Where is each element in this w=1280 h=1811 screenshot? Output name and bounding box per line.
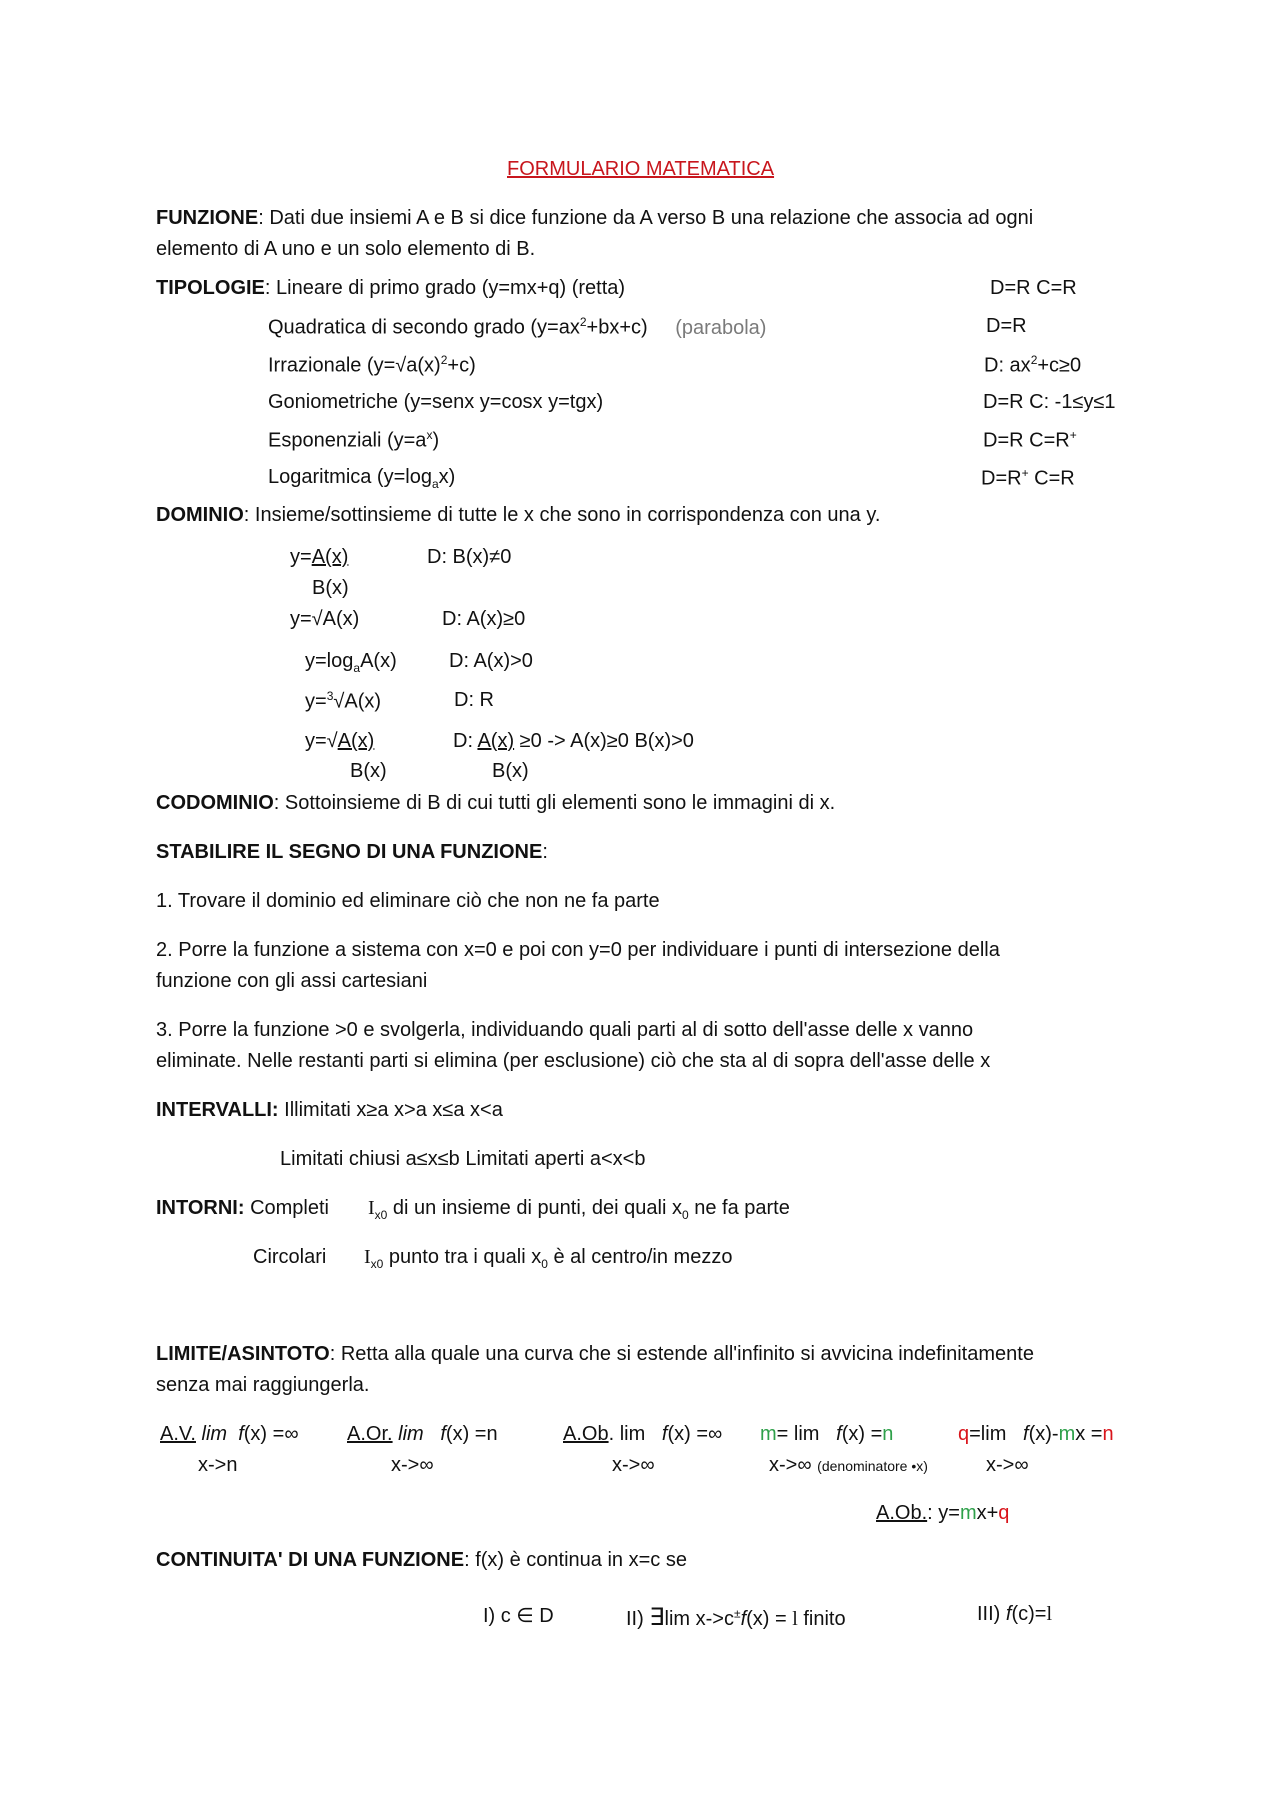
segno-step-1: 1. Trovare il dominio ed eliminare ciò che non ne fa parte — [156, 890, 660, 912]
funzione-text1: : Dati due insiemi A e B si dice funzione da A verso B una relazione che associa ad ogni — [258, 207, 1034, 229]
limite-line — [156, 1343, 1034, 1366]
intervalli-heading: INTERVALLI: — [156, 1099, 279, 1121]
dominio-rule-fraction-den: B(x) — [312, 577, 349, 599]
dominio-rule-sqrt-fraction: y=√A(x) — [305, 730, 375, 752]
tipologia-quadratica: Quadratica di secondo grado $(y=ax^2+bx+c)$ (parabola) — [268, 315, 767, 339]
dominio-rule-fraction: y=A(x) — [290, 546, 349, 568]
intervalli-line — [156, 1099, 503, 1122]
intervalli-illimitati: Illimitati x≥a x>a x≤a x<a — [278, 1099, 503, 1121]
asintoto-verticale: A.V. lim f(x) =∞ — [160, 1423, 299, 1445]
limite-heading: LIMITE/ASINTOTO — [156, 1343, 330, 1365]
continuita-cond-3: III) f(c)=l — [977, 1603, 1053, 1625]
continuita-heading: CONTINUITA' DI UNA FUNZIONE — [156, 1549, 465, 1571]
asintoto-m-under: x->∞ (denominatore •x) — [769, 1454, 928, 1476]
tipologia-esponenziali: Esponenziali $(y=a^x)$ — [268, 428, 440, 452]
tipologia-logaritmica: Logaritmica $(y=\log_ax)$ — [268, 466, 456, 491]
segno-heading: STABILIRE IL SEGNO DI UNA FUNZIONE — [156, 841, 543, 863]
tipologia-goniometriche-domain: D=R C: -1≤y≤1 — [983, 391, 1116, 413]
asintoto-obliquo-equation: A.Ob.: y=mx+q — [876, 1502, 1010, 1524]
codominio-line — [156, 792, 835, 815]
intorni-completi-text: $I_{x0}$ di un insieme di punti, dei quali $x_0$ ne fa parte — [368, 1197, 790, 1222]
asintoto-m: m= lim f(x) =n — [760, 1423, 894, 1445]
intorni-circolari-text: $I_{x0}$ punto tra i quali $x_0$ è al centro/in mezzo — [364, 1246, 733, 1271]
dominio-rule-cuberoot: y=$^3$√A(x) — [305, 689, 382, 713]
limite-text1: : Retta alla quale una curva che si estende all'infinito si avvicina indefinitamente — [329, 1343, 1034, 1365]
tipologie-heading: TIPOLOGIE — [156, 277, 265, 299]
tipologia-lineare: : Lineare di primo grado (y=mx+q) (retta) — [264, 277, 626, 299]
funzione-heading: FUNZIONE — [156, 207, 259, 229]
intorni-line — [156, 1197, 329, 1220]
dominio-rule-fraction-cond: D: B(x)≠0 — [427, 546, 512, 568]
dominio-rule-cuberoot-cond: D: R — [454, 689, 494, 711]
asintoto-obliquo-under: x->∞ — [612, 1454, 655, 1476]
segno-step-2b: funzione con gli assi cartesiani — [156, 970, 428, 992]
continuita-line — [156, 1549, 687, 1572]
limite-text2: senza mai raggiungerla. — [156, 1374, 370, 1396]
page-title: FORMULARIO MATEMATICA — [507, 158, 775, 180]
asintoto-orizzontale: A.Or. lim f(x) =n — [347, 1423, 498, 1445]
dominio-rule-sqrt-fraction-cond-den: B(x) — [492, 760, 529, 782]
tipologia-lineare-domain: D=R C=R — [990, 277, 1077, 299]
codominio-heading: CODOMINIO — [156, 792, 274, 814]
continuita-cond-2: II) ∃lim x->c±f(x) = l finito — [626, 1604, 846, 1631]
asintoto-obliquo: A.Ob. lim f(x) =∞ — [563, 1423, 723, 1445]
tipologia-quadratica-domain: D=R — [986, 315, 1027, 337]
asintoto-orizzontale-under: x->∞ — [391, 1454, 434, 1476]
tipologia-irrazionale: Irrazionale $(y=√a(x)^2+c)$ — [268, 353, 476, 377]
segno-line: STABILIRE IL SEGNO DI UNA FUNZIONE: — [156, 841, 548, 863]
continuita-cond-1: I) c ∈ D — [483, 1605, 554, 1627]
segno-step-2: 2. Porre la funzione a sistema con x=0 e poi con y=0 per individuare i punti di intersezione della — [156, 939, 1000, 961]
dominio-rule-log: $y=\log_aA(x)$ — [305, 650, 397, 675]
dominio-rule-log-cond: D: A(x)>0 — [449, 650, 533, 672]
tipologia-irrazionale-domain: D: $ax^2+c\ge 0$ — [984, 353, 1082, 377]
dominio-heading: DOMINIO — [156, 504, 244, 526]
dominio-rule-sqrt: y=√A(x) — [290, 608, 360, 630]
tipologia-quadratica-note: (parabola) — [675, 316, 767, 339]
intorni-completi-label: Completi — [244, 1197, 329, 1219]
asintoto-q-under: x->∞ — [986, 1454, 1029, 1476]
intorni-heading: INTORNI: — [156, 1197, 245, 1219]
dominio-rule-sqrt-fraction-den: B(x) — [350, 760, 387, 782]
asintoto-verticale-under: x->n — [198, 1454, 238, 1476]
funzione-text2: elemento di A uno e un solo elemento di B. — [156, 238, 536, 260]
tipologia-logaritmica-domain: D=R+ C=R — [981, 466, 1075, 490]
tipologia-esponenziali-domain: D=R C=R+ — [983, 428, 1077, 452]
dominio-text: : Insieme/sottinsieme di tutte le x che sono in corrispondenza con una y. — [243, 504, 881, 526]
tipologie-line1 — [156, 277, 625, 300]
tipologia-goniometriche: Goniometriche (y=senx y=cosx y=tgx) — [268, 391, 604, 413]
segno-step-3b: eliminate. Nelle restanti parti si elimina (per esclusione) ciò che sta al di sopra dell'asse delle x — [156, 1050, 991, 1072]
dominio-rule-sqrt-cond: D: A(x)≥0 — [442, 608, 526, 630]
segno-step-3: 3. Porre la funzione >0 e svolgerla, individuando quali parti al di sotto dell'asse delle x vanno — [156, 1019, 974, 1041]
dominio-line — [156, 504, 880, 527]
intervalli-limitati: Limitati chiusi a≤x≤b Limitati aperti a<x<b — [280, 1148, 646, 1170]
funzione-line1 — [156, 207, 1033, 230]
asintoto-q: q=lim f(x)-mx =n — [958, 1423, 1114, 1445]
codominio-text: : Sottoinsieme di B di cui tutti gli elementi sono le immagini di x. — [273, 792, 836, 814]
continuita-text: : f(x) è continua in x=c se — [464, 1549, 687, 1571]
dominio-rule-sqrt-fraction-cond: D: A(x) ≥0 -> A(x)≥0 B(x)>0 — [453, 730, 694, 752]
intorni-circolari-label: Circolari — [253, 1246, 327, 1268]
